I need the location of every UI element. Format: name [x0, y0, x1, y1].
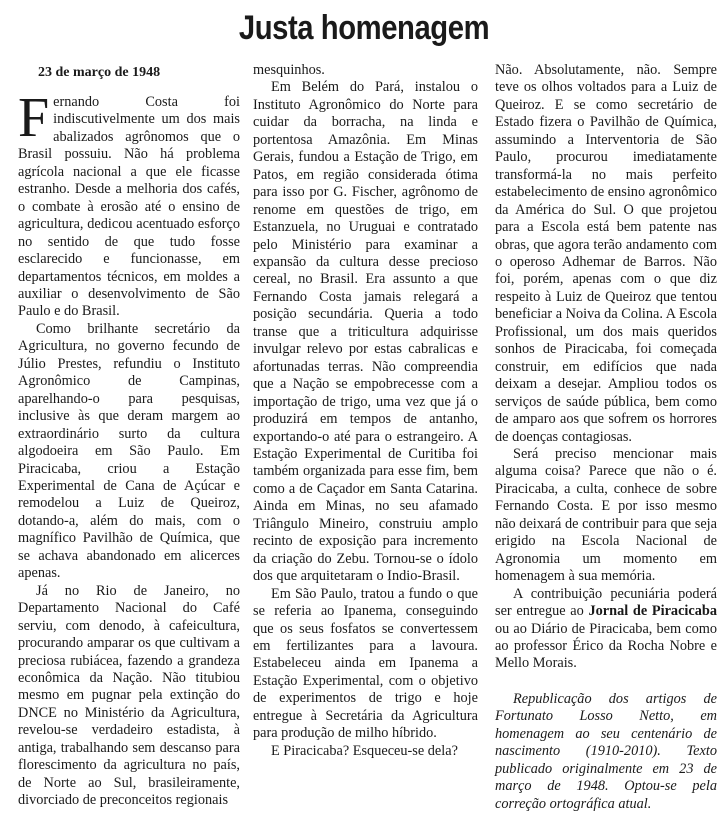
paragraph: mesquinhos. — [253, 62, 325, 78]
paragraph: E Piracicaba? Esqueceu-se dela? — [271, 742, 458, 759]
paragraph: Como brilhante secretário da Agricultura, no governo fecundo de Júlio Prestes, refundiu o Instituto Agronômico de Campinas, aparelhando-o para pesquisas, inclusive às que deram margem ao extraordinário surto da cultura algodoeira em São Paulo. Em Piracicaba, criou a Estação Experimental de Cana de Açúcar e remodelou a Luiz de Queiroz, dotando-a, além do mais, com o magnífico Pavilhão de Química, que se achava abandonado em alicerces apenas. — [18, 320, 240, 582]
drop-cap: F — [18, 87, 50, 149]
paragraph: Em Belém do Pará, instalou o Instituto Agronômico do Norte para cuidar da borracha, na linda e portentosa Amazônia. Em Minas Gerais, fundou a Estação de Trigo, em Patos, em região considerada ótima para isso por G. Fischer, agrônomo de renome em questões de trigo, em Estanzuela, no Uruguai e contratado pelo Ministério para examinar a expansão da cultura desse precioso cereal, no Brasil. Era assunto a que Fernando Costa jamais relegará a posição secundária. Queria a todo transe que a triticultura adquirisse invulgar relevo por estas cabralicas e afortunadas terras. Não compreendia que a Nação se empobrecesse com a importação de trigo, uma vez que já o produzirá em tempos de antanho, exportando-o até para o estrangeiro. A Estação Experimental de Curitiba foi também organizada para esse fim, bem como a de Caçador em Santa Catarina. Ainda em Minas, no seu afamado Triângulo Mineiro, construiu amplo recinto de exposição para incremento da criação do Zebu. Tornou-se o ídolo dos que arquitetaram o Indio-Brasil. — [253, 79, 478, 585]
column-1 — [18, 64, 240, 810]
paragraph-text: ou ao Diário de Piracicaba, bem como ao professor Érico da Rocha Nobre e Mello Morais. — [495, 620, 717, 672]
paragraph: Já no Rio de Janeiro, no Departamento Nacional do Café serviu, com denodo, à cafeicultura, procurando amparar os que cultivam a preciosa rubiácea, fazendo a grandeza econômica da Nação. Não titubiou mesmo em pugnar pela extinção do DNCE no Ministério da Agricultura, revelou-se verdadeiro estadista, à antiga, trabalhando sem descanso para florescimento da agricultura no país, de Norte ao Sul, brasileiramente, divorciado de preconceitos regionais — [18, 582, 240, 809]
paragraph: Em São Paulo, tratou a fundo o que se referia ao Ipanema, conseguindo que os seus fosfatos se convertessem em fertilizantes para a lavoura. Estabeleceu ainda em Ipanema a Estação Experimental, com o objetivo de experimentos de trigo e hoje entregue à Secretária da Agricultura para produção de milho híbrido. — [253, 585, 478, 742]
article-title: Justa homenagem — [238, 9, 490, 47]
paragraph-text: A contribuição pecuniária poderá ser entregue ao — [495, 585, 717, 620]
paragraph: Será preciso mencionar mais alguma coisa? Parece que não o é. Piracicaba, a culta, conhece de sobre Fernando Costa. E por isso mesmo não deixará de contribuir para que seja erigido na Escola Nacional de Agronomia um momento em homenagem à sua memória. — [495, 445, 717, 585]
republication-note: Republicação dos artigos de Fortunato Losso Netto, em homenagem ao seu centenário de nascimento (1910-2010). Texto publicado originalmente em 23 de março de 1948. Optou-se pela correção ortográfica atual. — [495, 690, 717, 812]
paragraph — [495, 586, 717, 673]
paragraph: Não. Absolutamente, não. Sempre teve os olhos voltados para a Luiz de Queiroz. E se como secretário de Estado fizera o Pavilhão de Química, assumindo a Interventoria de São Paulo, procurou imediatamente transformá-la no mais perfeito estabelecimento de ensino agronômico da América do Sul. O que projetou para a Escola está bem patente nas obras, que agora terão andamento com o operoso Adhemar de Barros. Não foi, porém, apenas com o que diz respeito à Luiz de Queiroz que tentou beneficiar a Noiva da Colina. A Escola Profissional, um dos mais queridos sonhos de Piracicaba, foi começada construir, em edifícios que nada deixam a desejar. Ampliou todos os serviços de saúde pública, bem como de amparo aos que sofrem os horrores de doenças contagiosas. — [495, 62, 717, 445]
column-2 — [253, 62, 478, 760]
newspaper-name: Jornal de Piracicaba — [588, 603, 717, 620]
column-3 — [495, 62, 717, 813]
paragraph-text: ernando Costa foi indiscutivelmente um dos mais abalizados agrônomos que o Brasil possuiu. Não há problema agrícola nacional a que ele ficasse estranho. Desde a melhoria dos cafés, o combate à erosão até o ensino de agricultura, dedicou acentuado esforço no sentido de que tudo fosse esclarecido e funcionasse, em departamentos técnicos, em moldes a auxiliar o desenvolvimento de São Paulo e do Brasil. — [18, 94, 240, 320]
paragraph — [18, 87, 240, 321]
article-date: 23 de março de 1948 — [38, 65, 161, 80]
